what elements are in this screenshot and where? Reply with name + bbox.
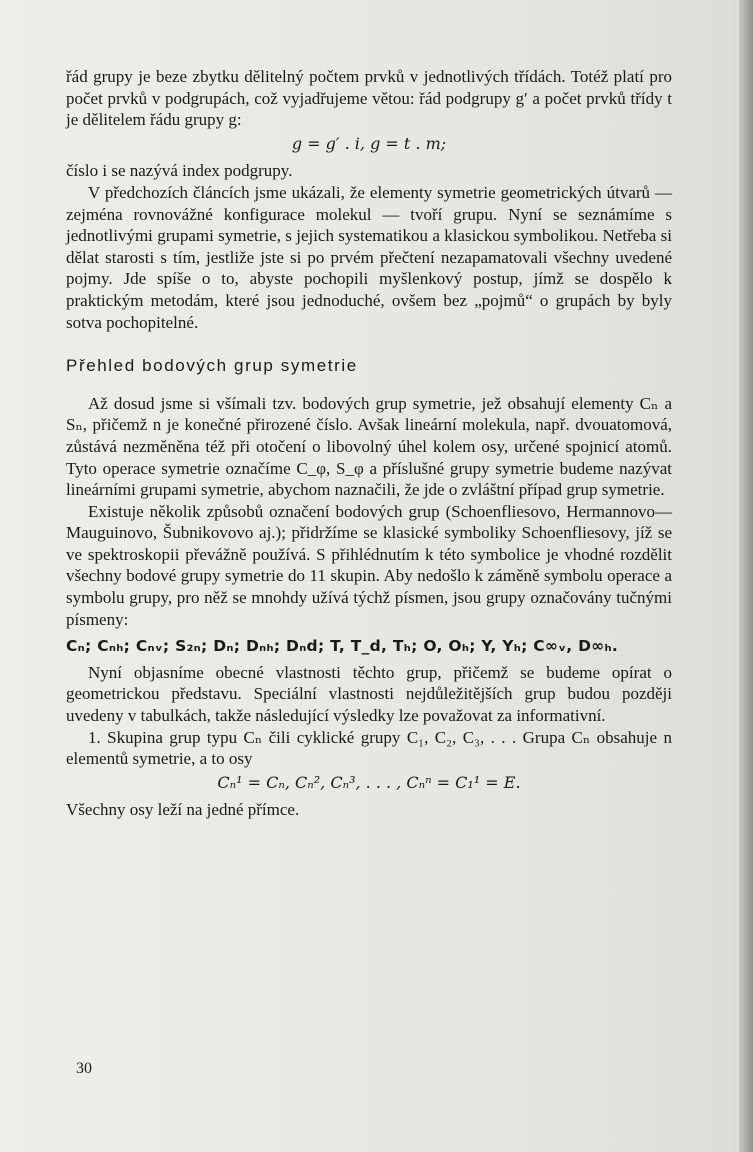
paragraph-2: číslo i se nazývá index podgrupy. xyxy=(66,161,293,181)
paragraph-8: Všechny osy leží na jedné přímce. xyxy=(66,800,300,820)
paragraph-1: řád grupy je beze zbytku dělitelný počtem prvků v jednotlivých třídách. Totéž platí pro počet prvků v podgrupách, což vyjadřujeme větou: řád podgrupy g′ a počet prvků třídy t je dělitelem řádu grupy g: xyxy=(66,67,672,130)
group-symbols-list: Cₙ; Cₙₕ; Cₙᵥ; S₂ₙ; Dₙ; Dₙₕ; Dₙd; T, T_d, Tₕ; O, Oₕ; Y, Yₕ; C∞ᵥ, D∞ₕ. xyxy=(66,637,619,656)
equation-1: g = g′ . i, g = t . m; xyxy=(291,133,447,153)
paragraph-7: 1. Skupina grup typu Cₙ čili cyklické grupy C₁, C₂, C₃, . . . Grupa Cₙ obsahuje n elementů symetrie, a to osy xyxy=(66,727,672,769)
paragraph-3: V předchozích článcích jsme ukázali, že elementy symetrie geometrických útvarů — zejména rovnovážné konfigurace molekul — tvoří grupu. Nyní se seznámíme s jednotlivými grupami symetrie, s jejich systematikou a klasickou symbolikou. Netřeba si dělat starosti s tím, jestliže jste si po prvém přečtení nezapamatovali všechny uvedené pojmy. Jde spíše o to, abyste pochopili myšlenkový postup, jímž se dospělo k praktickým metodám, které jsou jednoduché, ovšem bez „pojmů“ o grupách by byly sotva pochopitelné. xyxy=(66,182,672,332)
paragraph-4: Až dosud jsme si všímali tzv. bodových grup symetrie, jež obsahují elementy Cₙ a Sₙ, přičemž n je konečné přirozené číslo. Avšak lineární molekula, např. dvouatomová, zůstává nezměněna též při otočení o libovolný úhel kolem osy, určené spojnicí atomů. Tyto operace symetrie označíme C_φ, S_φ a příslušné grupy symetrie budeme nazývat lineárními grupami symetrie, abychom naznačili, že jde o zvláštní případ grup symetrie. xyxy=(66,393,672,500)
paragraph-6: Nyní objasníme obecné vlastnosti těchto grup, přičemž se budeme opírat o geometrickou představu. Speciální vlastnosti nejdůležitějších grup budou později uvedeny v tabulkách, takže následující výsledky lze považovat za informativní. xyxy=(66,662,672,726)
section-heading: Přehled bodových grup symetrie xyxy=(66,356,358,376)
page-number: 30 xyxy=(76,1060,92,1077)
page-edge-shadow xyxy=(739,0,753,1152)
paragraph-5: Existuje několik způsobů označení bodových grup (Schoenfliesovo, Hermannovo—Mauguinovo, Šubnikovovo aj.); přidržíme se klasické symboliky Schoenfliesovy, jíž se ve spektroskopii převážně používá. S přihlédnutím k této symbolice je vhodné rozdělit všechny bodové grupy symetrie do 11 skupin. Aby nedošlo k záměně symbolu operace a symbolu grupy, pro něž se mnohdy užívá týchž písmen, jsou grupy označovány tučnými písmeny: xyxy=(66,501,672,629)
page-text xyxy=(66,66,672,821)
equation-2: Cₙ¹ = Cₙ, Cₙ², Cₙ³, . . . , Cₙⁿ = C₁¹ = E. xyxy=(217,772,521,792)
